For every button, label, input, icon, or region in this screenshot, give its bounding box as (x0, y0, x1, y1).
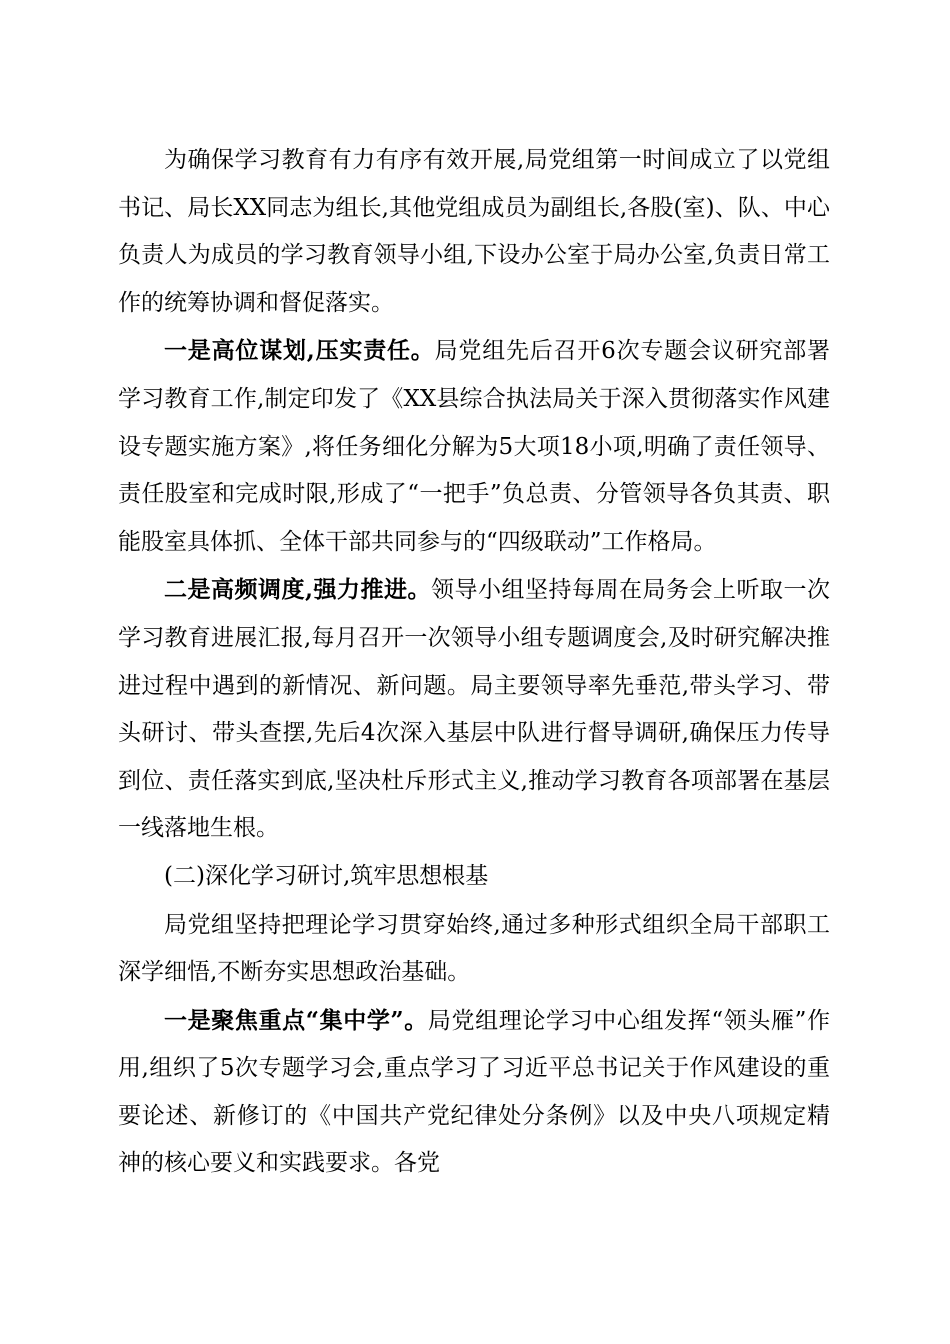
paragraph-high-frequency-scheduling (118, 566, 830, 853)
paragraph-text: 为确保学习教育有力有序有效开展,局党组第一时间成立了以党组书记、局长XX同志为组长,其他党组成员为副组长,各股(室)、队、中心负责人为成员的学习教育领导小组,下设办公室于局办公室,负责日常工作的统筹协调和督促落实。 (118, 147, 830, 316)
document-body (118, 136, 830, 1188)
paragraph-text: 局党组先后召开6次专题会议研究部署学习教育工作,制定印发了《XX县综合执法局关于深入贯彻落实作风建设专题实施方案》,将任务细化分解为5大项18小项,明确了责任领导、责任股室和完成时限,形成了“一把手”负总责、分管领导各负其责、职能股室具体抓、全体干部共同参与的“四级联动”工作格局。 (118, 338, 830, 555)
paragraph-text: 局党组理论学习中心组发挥“领头雁”作用,组织了5次专题学习会,重点学习了习近平总书记关于作风建设的重要论述、新修订的《中国共产党纪律处分条例》以及中央八项规定精神的核心要义和实践要求。各党 (118, 1007, 830, 1177)
paragraph-intro (118, 136, 830, 327)
paragraph-lead: 二是高频调度,强力推进。 (164, 576, 432, 604)
paragraph-high-level-planning (118, 327, 830, 566)
paragraph-lead: 一是聚焦重点“集中学”。 (164, 1006, 428, 1034)
paragraph-text: 领导小组坚持每周在局务会上听取一次学习教育进展汇报,每月召开一次领导小组专题调度会,及时研究解决推进过程中遇到的新情况、新问题。局主要领导率先垂范,带头学习、带头研讨、带头查摆,先后4次深入基层中队进行督导调研,确保压力传导到位、责任落实到底,坚决杜斥形式主义,推动学习教育各项部署在基层一线落地生根。 (118, 577, 831, 842)
paragraph-lead: 一是高位谋划,压实责任。 (164, 337, 435, 365)
paragraph-text: 局党组坚持把理论学习贯穿始终,通过多种形式组织全局干部职工深学细悟,不断夯实思想政治基础。 (118, 911, 830, 986)
paragraph-focused-study (118, 997, 830, 1188)
section-heading: (二)深化学习研讨,筑牢思想根基 (164, 862, 489, 889)
paragraph-theory-study (118, 901, 830, 997)
